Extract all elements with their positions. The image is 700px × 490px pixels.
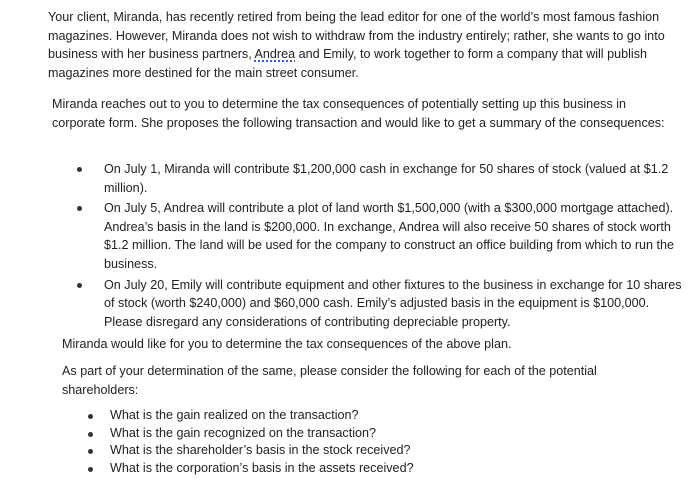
bullet-icon bbox=[77, 167, 82, 172]
transaction-list bbox=[104, 160, 682, 333]
bullet-icon bbox=[88, 432, 93, 437]
question-stock-basis: What is the shareholder’s basis in the stock received? bbox=[110, 443, 411, 458]
list-item bbox=[110, 460, 610, 478]
transaction-text-andrea: On July 5, Andrea will contribute a plot of land worth $1,500,000 (with a $300,000 mortgage attached). Andrea’s basis in the land is $200,000. In exchange, Andrea will also receive 50 shares of stock worth $1.2 million. The land will be used for the company to construct an office building from which to run the business. bbox=[104, 201, 675, 271]
list-item bbox=[110, 442, 610, 460]
question-asset-basis: What is the corporation’s basis in the assets received? bbox=[110, 460, 414, 475]
transaction-text-emily: On July 20, Emily will contribute equipment and other fixtures to the business in exchange for 10 shares of stock (worth $240,000) and $60,000 cash. Emily’s adjusted basis in the equipment is $100,000. Please disregard any considerations of contributing depreciable property. bbox=[104, 277, 682, 329]
question-gain-realized: What is the gain realized on the transaction? bbox=[110, 408, 359, 422]
list-item bbox=[110, 425, 610, 443]
bullet-icon bbox=[88, 414, 93, 419]
bullet-icon bbox=[77, 283, 82, 288]
bullet-icon bbox=[77, 206, 82, 211]
bullet-icon bbox=[88, 467, 93, 472]
intro-text-start: Your client, Miranda, has recently retired from being the lead editor for one of the world’s most famous fashion magazines. However, Miranda does not wish to withdraw from the industry entirely; rather, she wants to go into business with her business partners, bbox=[48, 10, 665, 62]
intro-paragraph bbox=[48, 8, 690, 82]
spellcheck-flagged-name[interactable]: Andrea bbox=[254, 47, 296, 62]
consider-paragraph: As part of your determination of the same, please consider the following for each of the potential shareholders: bbox=[62, 364, 597, 397]
list-item bbox=[104, 276, 682, 332]
intro-text-end: and Emily, to work together to form a company that will publish magazines more destined for the main street consumer. bbox=[48, 47, 647, 80]
question-gain-recognized: What is the gain recognized on the transaction? bbox=[110, 425, 377, 440]
determine-paragraph: Miranda would like for you to determine the tax consequences of the above plan. bbox=[62, 337, 512, 351]
question-list bbox=[110, 407, 610, 477]
transaction-text-miranda: On July 1, Miranda will contribute $1,200,000 cash in exchange for 50 shares of stock (valued at $1.2 million). bbox=[104, 162, 669, 195]
reach-out-paragraph: Miranda reaches out to you to determine the tax consequences of potentially setting up this business in corporate form. She proposes the following transaction and would like to get a summary of the consequences: bbox=[52, 97, 665, 130]
list-item bbox=[110, 407, 610, 425]
list-item bbox=[104, 199, 682, 273]
bullet-icon bbox=[88, 449, 93, 454]
list-item bbox=[104, 160, 682, 197]
